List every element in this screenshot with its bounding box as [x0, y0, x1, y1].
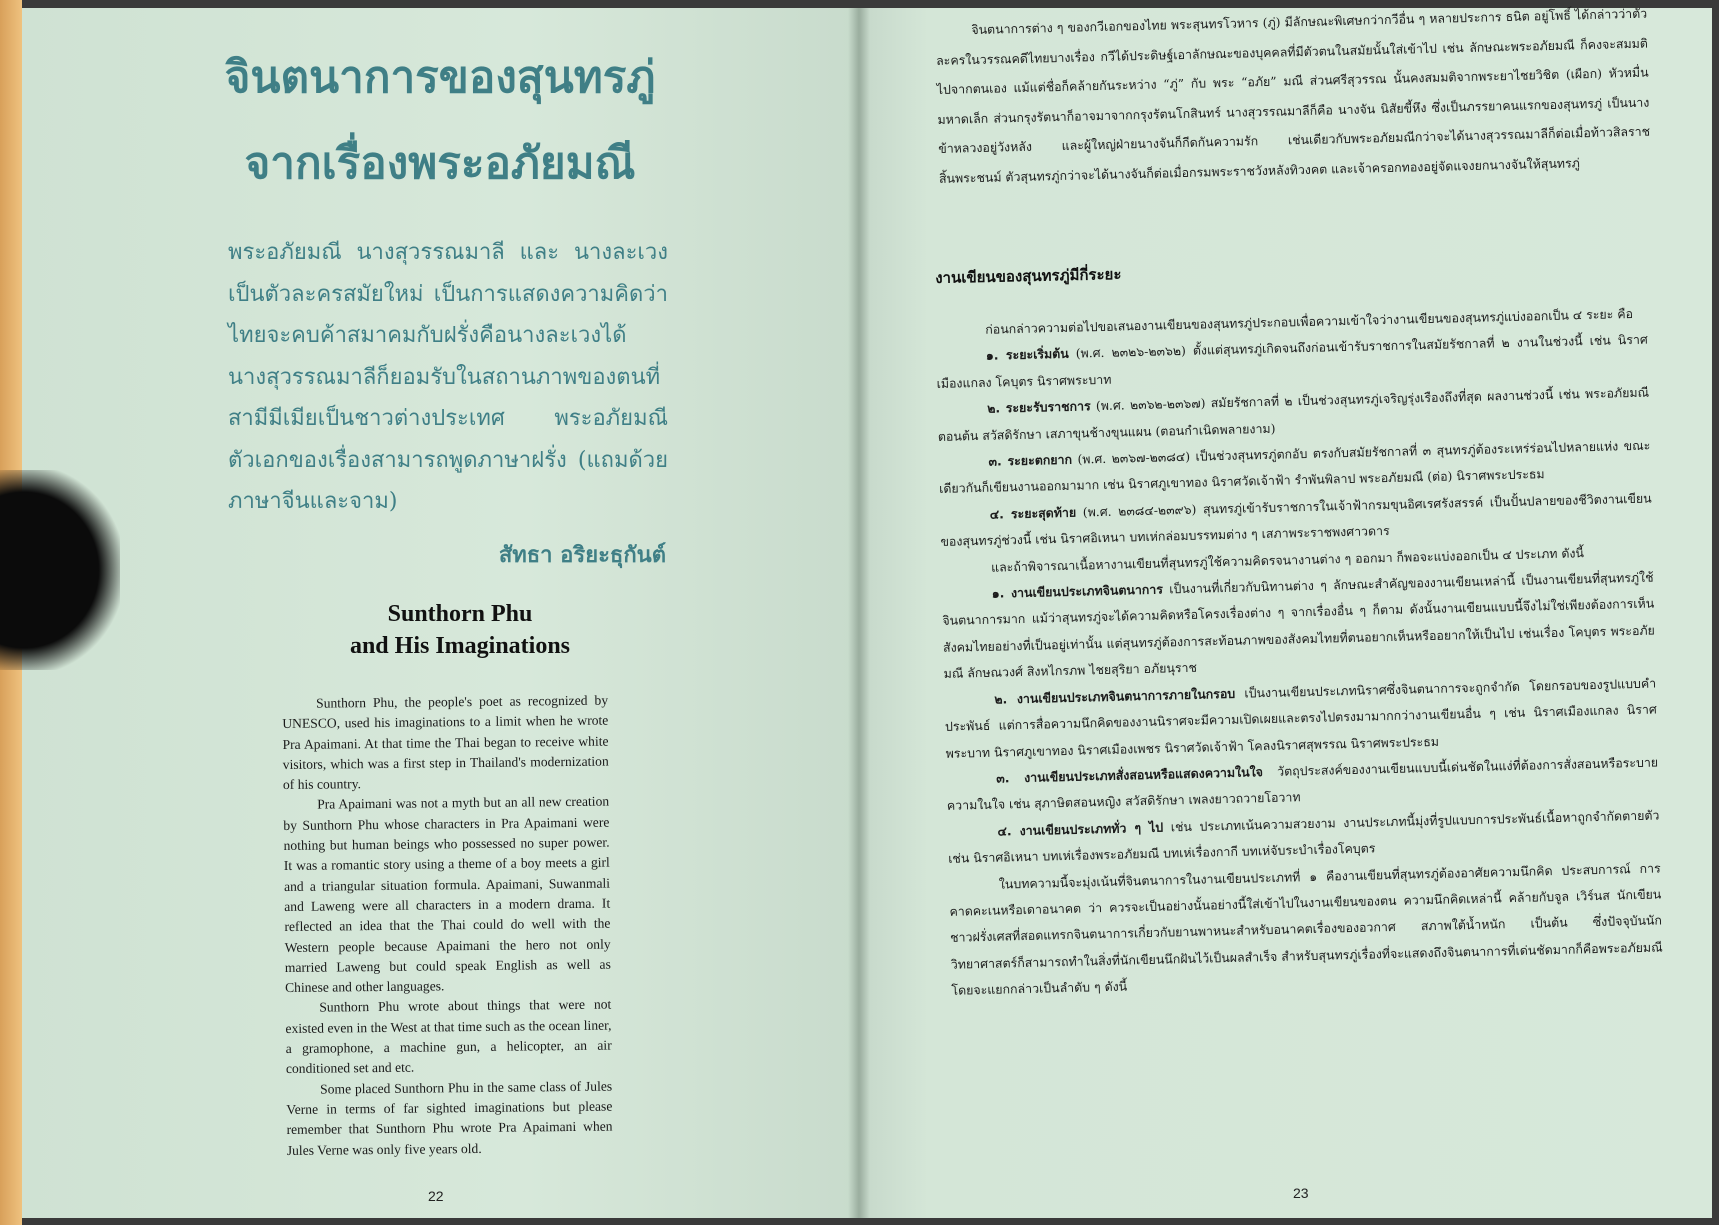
period-text: (พ.ศ. ๒๓๒๖-๒๓๖๒) ตั้งแต่สุนทรภู่เกิดจนถึงก่อนเข้ารับราชการในสมัยรัชกาลที่ ๒ งานในช่วงนี้ เช่น นิราศเมืองแกลง โคบุตร นิราศพระบาท: [936, 332, 1648, 391]
thai-abstract-text: พระอภัยมณี นางสุวรรณมาลี และ นางละเวง เป็นตัวละครสมัยใหม่ เป็นการแสดงความคิดว่า ไทยจะคบค้าสมาคมกับฝรั่งคือนางละเวงได้ นางสุวรรณมาลีก็ยอมรับในสถานภาพของตนที่สามีมีเมียเป็นชาวต่างประเทศ พระอภัยมณีตัวเอกของเรื่องสามารถพูดภาษาฝรั่ง (แถมด้วยภาษาจีนและจาม): [228, 240, 668, 514]
thai-title-line2: จากเรื่องพระอภัยมณี: [244, 138, 636, 189]
period-label: ๑. ระยะเริ่มต้น: [985, 346, 1069, 364]
period-label: ๓. ระยะตกยาก: [988, 451, 1073, 469]
period-label: ๔. ระยะสุดท้าย: [989, 504, 1077, 522]
english-summary: [282, 691, 613, 1161]
period-text: (พ.ศ. ๒๓๘๔-๒๓๙๖) สุนทรภู่เข้ารับราชการในเจ้าฟ้ากรมขุนอิศเรศรังสรรค์ เป็นปั้นปลายของชีวิตงานเขียนของสุนทรภู่ช่วงนี้ เช่น นิราศอิเหนา บทเห่กล่อมบรรทมต่าง ๆ เสภาพระราชพงศาวดาร: [940, 490, 1652, 550]
period-text: (พ.ศ. ๒๓๖๒-๒๓๖๗) สมัยรัชกาลที่ ๒ เป็นช่วงสุนทรภู่เจริญรุ่งเรืองถึงที่สุด ผลงานช่วงนี้ เช่น พระอภัยมณีตอนต้น สวัสดิรักษา เสภาขุนช้างขุนแผน (ตอนกำเนิดพลายงาม): [937, 384, 1650, 444]
types-lead-paragraph: และถ้าพิจารณาเนื้อหางานเขียนที่สุนทรภู่ใช้ความคิดรจนางานต่าง ๆ ออกมา ก็พอจะแบ่งออกเป็น ๔ ประเภท ดังนี้: [990, 544, 1585, 575]
type-item: [941, 565, 1655, 688]
intro-section: [935, 0, 1651, 193]
period-label: ๒. ระยะรับราชการ: [987, 398, 1091, 416]
book-gutter: [848, 8, 870, 1218]
type-label: ๓. งานเขียนประเภทสั่งสอนหรือแสดงความในใจ: [996, 764, 1264, 786]
author-name: สัทธา อริยะธุกันต์: [498, 542, 666, 568]
thumb-shadow: [0, 470, 120, 670]
thai-title-line1: จินตนาการของสุนทรภู่: [224, 52, 656, 103]
type-text: วัตถุประสงค์ของงานเขียนแบบนี้เด่นชัดในแง่ที่ต้องการสั่งสอนหรือระบายความในใจ เช่น สุภาษิตสอนหญิง สวัสดิรักษา เพลงยาวถวายโอวาท: [946, 754, 1659, 814]
english-title: [280, 598, 640, 662]
english-title-line2: and His Imaginations: [349, 633, 571, 659]
thai-abstract: [228, 232, 668, 523]
type-label: ๔. งานเขียนประเภททั่ว ๆ ไป: [997, 819, 1164, 839]
page-number-left: 22: [428, 1188, 444, 1204]
english-paragraph: Some placed Sunthorn Phu in the same class of Jules Verne in terms of far sighted imaginations but please remember that Sunthorn Phu wrote Pra Apaimani when Jules Verne was only five years old.: [286, 1078, 613, 1158]
periods-section: [935, 301, 1664, 1005]
lead-paragraph: ก่อนกล่าวความต่อไปขอเสนองานเขียนของสุนทรภู่ประกอบเพื่อความเข้าใจว่างานเขียนของสุนทรภู่แบ่งออกเป็น ๔ ระยะ คือ: [985, 305, 1634, 337]
type-label: ๑. งานเขียนประเภทจินตนาการ: [991, 581, 1164, 601]
english-title-line1: Sunthorn Phu: [387, 601, 533, 627]
page-number-right: 23: [1293, 1185, 1309, 1201]
type-label: ๒. งานเขียนประเภทจินตนาการภายในกรอบ: [994, 685, 1236, 707]
section-heading: งานเขียนของสุนทรภู่มีกี่ระยะ: [935, 265, 1122, 287]
type-text: เป็นงานเขียนประเภทนิราศซึ่งจินตนาการจะถูกจำกัด โดยกรอบของรูปแบบคำประพันธ์ แต่การสื่อความนึกคิดของงานนิราศจะมีความเปิดเผยและตรงไปตรงมามากกว่างานเขียนอื่น ๆ เช่น นิราศเมืองแกลง นิราศพระบาท นิราศภูเขาทอง นิราศเมืองเพชร นิราศวัดเจ้าฟ้า โคลงนิราศสุพรรณ นิราศพระประธม: [944, 675, 1657, 761]
period-text: (พ.ศ. ๒๓๖๗-๒๓๘๔) เป็นช่วงสุนทรภู่ตกอับ ตรงกับสมัยรัชกาลที่ ๓ สุนทรภู่ต้องระเหร่ร่อนไปหลายแห่ง ขณะเดียวกันก็เขียนงานออกมามาก เช่น นิราศภูเขาทอง นิราศวัดเจ้าฟ้า รำพันพิลาป พระอภัยมณี (ต่อ) นิราศพระประธม: [938, 437, 1651, 497]
type-text: เป็นงานที่เกี่ยวกับนิทานต่าง ๆ ลักษณะสำคัญของงานเขียนเหล่านี้ เป็นงานเขียนที่สุนทรภู่ใช้จินตนาการมาก แม้ว่าสุนทรภู่จะได้ความคิดหรือโครงเรื่องต่าง ๆ จากเรื่องอื่น ๆ ก็ตาม ดังนั้นงานเขียนแบบนี้จึงไม่ใช่เพียงต้องการเห็นสังคมไทยอย่างที่เป็นอยู่เท่านั้น แต่สุนทรภู่ต้องการสะท้อนภาพของสังคมไทยที่ตนอยากเห็นหรืออยากให้เป็นไป เช่นเรื่อง โคบุตร พระอภัยมณี ลักษณวงศ์ สิงหไกรภพ ไชยสุริยา อภัยนุราช: [942, 569, 1656, 682]
english-paragraph: Sunthorn Phu, the people's poet as recognized by UNESCO, used his imaginations to a limit when he wrote Pra Apaimani. At that time the Thai began to receive white visitors, which was a first step in Thailand's modernization of his country.: [282, 692, 609, 793]
closing-paragraph: ในบทความนี้จะมุ่งเน้นที่จินตนาการในงานเขียนประเภทที่ ๑ คืองานเขียนที่สุนทรภู่ต้องอาศัยความนึกคิด ประสบการณ์ การคาดคะเนหรือเดาอนาคต ว่า ควรจะเป็นอย่างนั้นอย่างนี้ใส่เข้าไปในงานเขียนของตน ความนึกคิดเหล่านี้ คล้ายกับจูล เวิร์นส นักเขียนชาวฝรั่งเศสที่สอดแทรกจินตนาการเกี่ยวกับยานพาหนะสำหรับอนาคตเรื่องของอวกาศ สภาพใต้น้ำหนัก เป็นต้น ซึ่งปัจจุบันนักวิทยาศาสตร์ก็สามารถทำในสิ่งที่นักเขียนนึกฝันไว้เป็นผลสำเร็จ สำหรับสุนทรภู่เรื่องที่จะแสดงถึงจินตนาการที่เด่นชัดมากก็คือพระอภัยมณี โดยจะแยกกล่าวเป็นลำดับ ๆ ดังนี้: [949, 859, 1663, 998]
english-paragraph: Sunthorn Phu wrote about things that were not existed even in the West at that time such as the ocean liner, a gramophone, a machine gun, a helicopter, an air conditioned set and etc.: [285, 997, 612, 1077]
english-paragraph: Pra Apaimani was not a myth but an all new creation by Sunthorn Phu whose characters in Pra Apaimani were nothing but human beings who possessed no super power. It was a romantic story using a theme of a boy meets a girl and a triangular situation formula. Apaimani, Suwanmali and Laweng were all characters in a modern drama. It reflected an idea that the Thai could do well with the Western people because Apaimani the hero not only married Laweng but could speak English as well as Chinese and other languages.: [283, 794, 611, 996]
intro-paragraph: จินตนาการต่าง ๆ ของกวีเอกของไทย พระสุนทรโวหาร (ภู่) มีลักษณะพิเศษกว่ากวีอื่น ๆ หลายประการ ธนิต อยู่โพธิ์ ได้กล่าวว่าตัวละครในวรรณคดีไทยบางเรื่อง กวีได้ประดิษฐ์เอาลักษณะของบุคคลที่มีตัวตนในสมัยนั้นใส่เข้าไป เช่น ลักษณะพระอภัยมณี ก็คงจะสมมติไปจากตนเอง แม้แต่ชื่อก็คล้ายกันระหว่าง “ภู่” กับ พระ “อภัย” มณี ส่วนศรีสุวรรณ นั้นคงสมมติจากพระยาไชยวิชิต (เผือก) หัวหมื่นมหาดเล็ก ส่วนกรุงรัตนาก็อาจมาจากกรุงรัตนโกสินทร์ นางสุวรรณมาลีก็คือ นางจัน นิสัยขี้หึง ซึ่งเป็นภรรยาคนแรกของสุนทรภู่ เป็นนางข้าหลวงอยู่วังหลัง และผู้ใหญ่ฝ่ายนางจันก็กีดกันความรัก เช่นเดียวกับพระอภัยมณีกว่าจะได้นางสุวรรณมาลีก็ต่อเมื่อท้าวสิลราชสิ้นพระชนม์ ตัวสุนทรภู่กว่าจะได้นางจันก็ต่อเมื่อกรมพระราชวังหลังทิวงคต และเจ้าครอกทองอยู่จัดแจงยกนางจันให้สุนทรภู่: [935, 5, 1651, 186]
type-text: เช่น ประเภทเน้นความสวยงาม งานประเภทนี้มุ่งที่รูปแบบการประพันธ์เนื้อหาถูกจำกัดตายตัว เช่น นิราศอิเหนา บทเห่เรื่องพระอภัยมณี บทเห่เรื่องกากี บทเห่จับระบำเรื่องโคบุตร: [948, 807, 1660, 866]
